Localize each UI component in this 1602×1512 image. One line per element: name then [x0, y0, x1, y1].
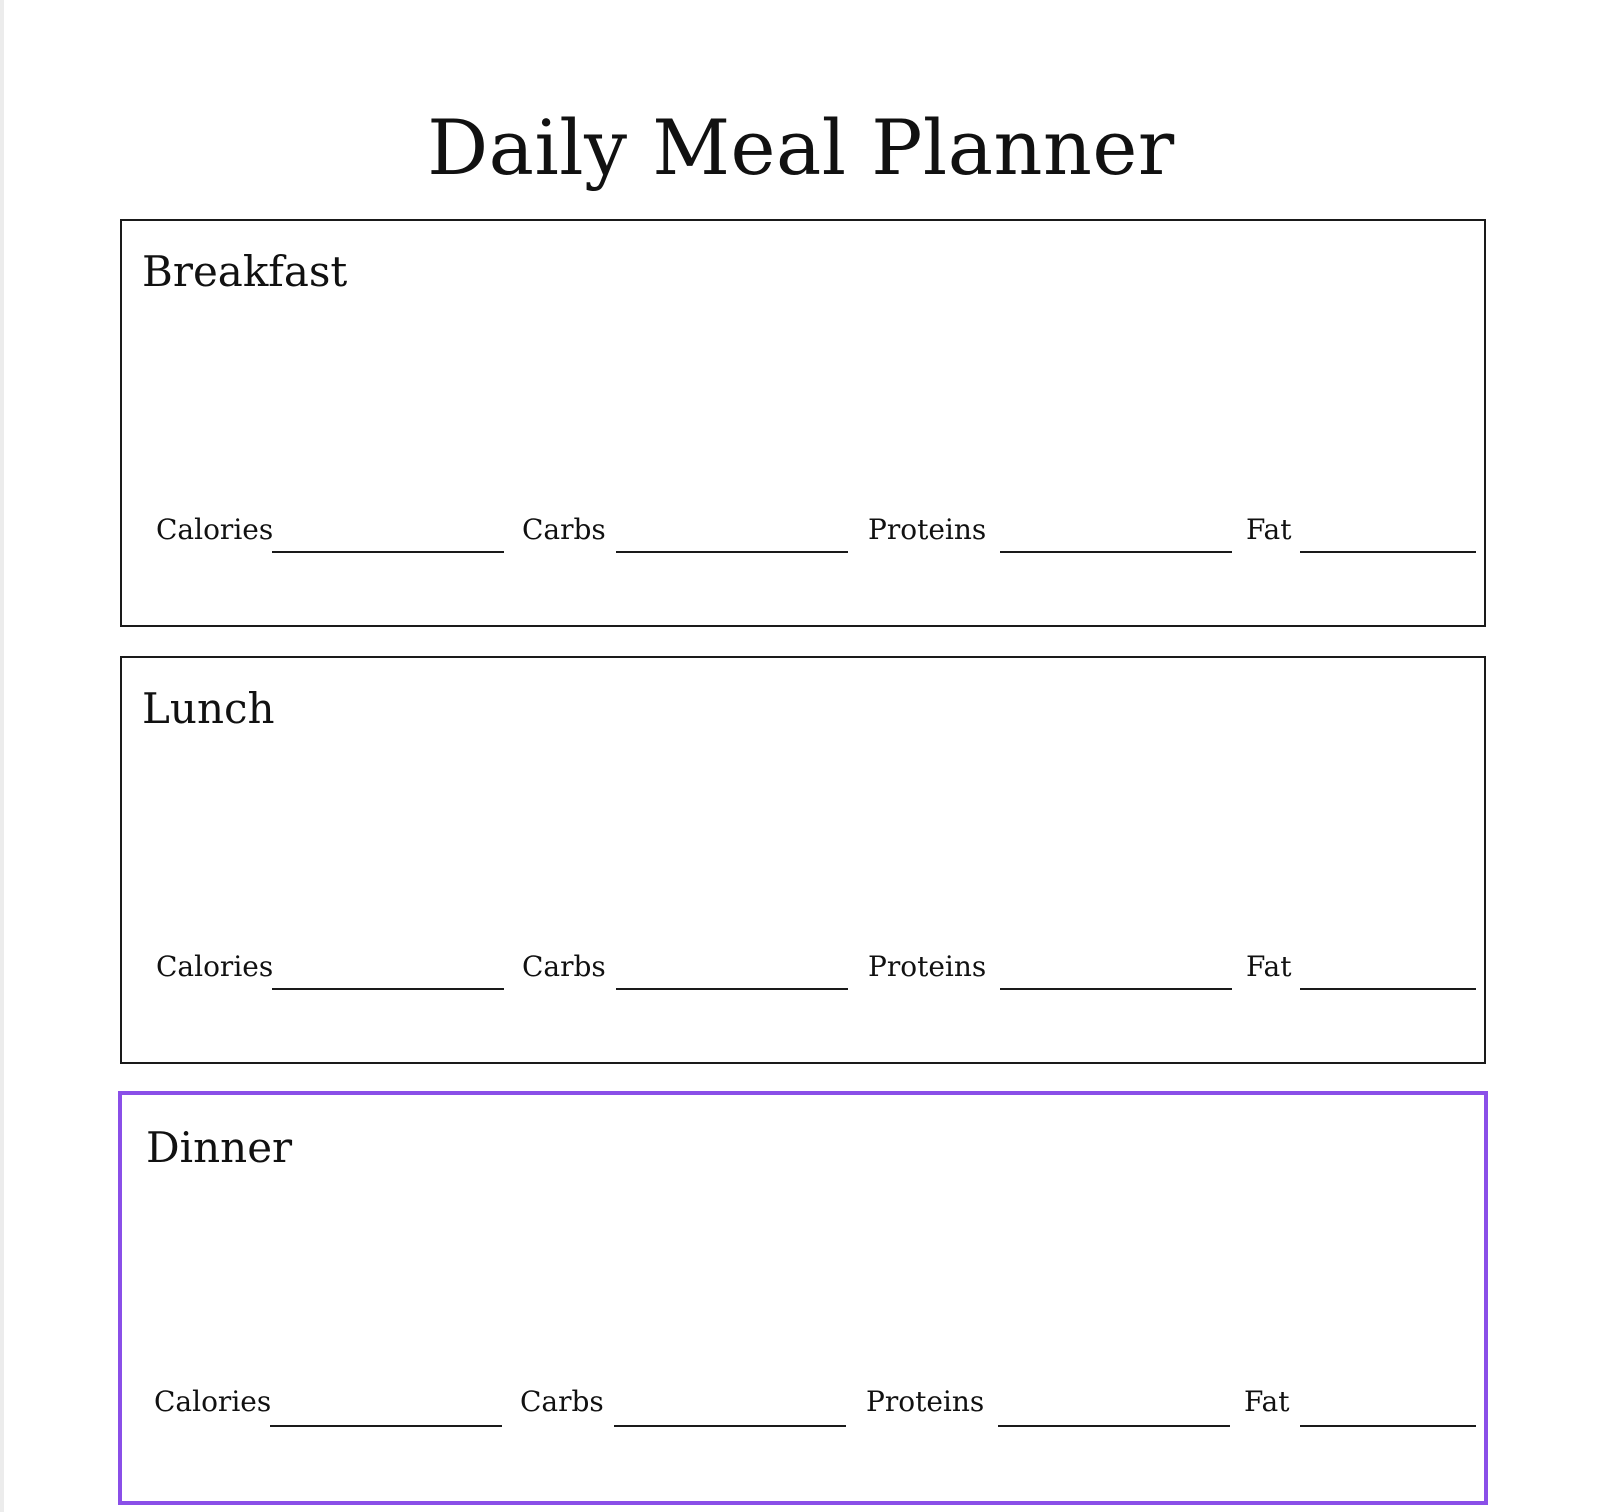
fat-label: Fat: [1244, 1385, 1290, 1418]
fat-field[interactable]: [1300, 551, 1476, 553]
meal-section-lunch[interactable]: [120, 656, 1486, 1064]
calories-label: Calories: [156, 950, 274, 983]
calories-field[interactable]: [272, 551, 504, 553]
fat-field[interactable]: [1300, 988, 1476, 990]
page-edge: [0, 0, 4, 1512]
carbs-field[interactable]: [614, 1425, 846, 1427]
fat-label: Fat: [1246, 950, 1292, 983]
page-title: Daily Meal Planner: [427, 103, 1175, 192]
meal-section-breakfast[interactable]: [120, 219, 1486, 627]
meal-title: Lunch: [142, 684, 275, 733]
carbs-field[interactable]: [616, 988, 848, 990]
carbs-field[interactable]: [616, 551, 848, 553]
proteins-field[interactable]: [998, 1425, 1230, 1427]
calories-field[interactable]: [270, 1425, 502, 1427]
carbs-label: Carbs: [520, 1385, 604, 1418]
carbs-label: Carbs: [522, 950, 606, 983]
fat-label: Fat: [1246, 513, 1292, 546]
calories-field[interactable]: [272, 988, 504, 990]
meal-section-dinner[interactable]: [118, 1091, 1488, 1505]
proteins-field[interactable]: [1000, 988, 1232, 990]
proteins-label: Proteins: [868, 950, 987, 983]
calories-label: Calories: [154, 1385, 272, 1418]
proteins-label: Proteins: [866, 1385, 985, 1418]
carbs-label: Carbs: [522, 513, 606, 546]
calories-label: Calories: [156, 513, 274, 546]
meal-title: Dinner: [146, 1123, 293, 1172]
fat-field[interactable]: [1300, 1425, 1476, 1427]
proteins-field[interactable]: [1000, 551, 1232, 553]
meal-title: Breakfast: [142, 247, 348, 296]
proteins-label: Proteins: [868, 513, 987, 546]
